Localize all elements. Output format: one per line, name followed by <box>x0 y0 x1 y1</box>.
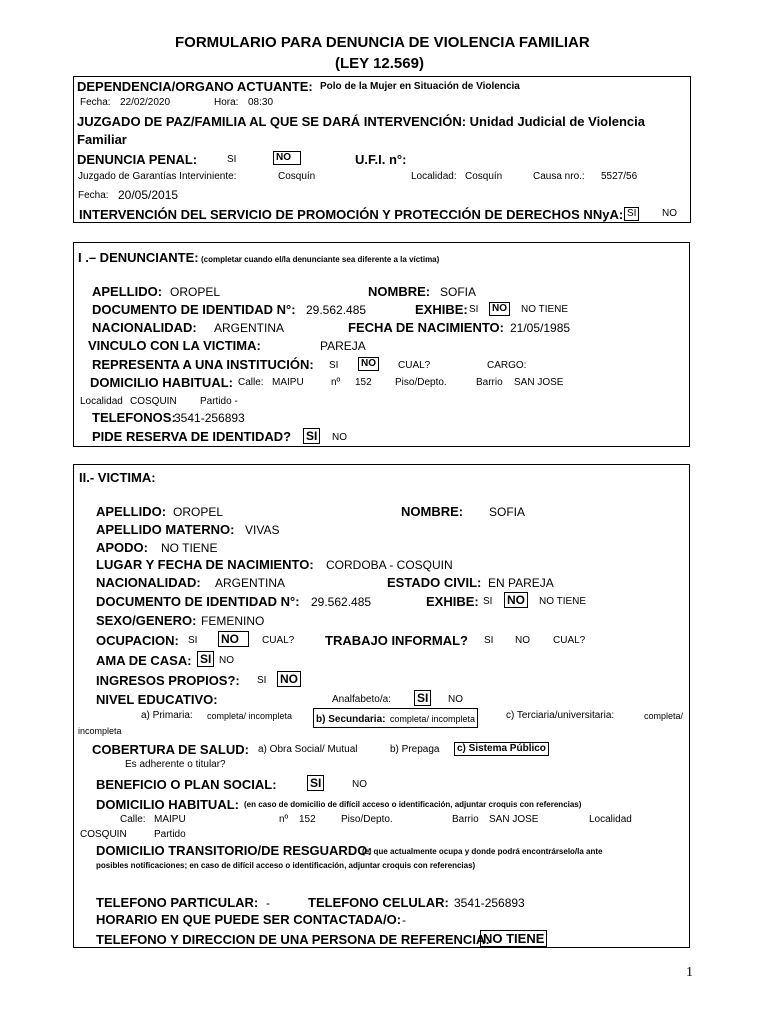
vic-lugar-fecha-label: LUGAR Y FECHA DE NACIMIENTO: <box>96 557 314 572</box>
dependencia-label: DEPENDENCIA/ORGANO ACTUANTE: <box>77 79 313 94</box>
form-title: FORMULARIO PARA DENUNCIA DE VIOLENCIA FAMILIAR <box>175 34 590 51</box>
vic-localidad: COSQUIN <box>80 829 127 840</box>
intervencion-no: NO <box>662 208 677 219</box>
vic-apellido-materno-label: APELLIDO MATERNO: <box>96 522 235 537</box>
fecha2-label: Fecha: <box>78 190 109 201</box>
den-exhibe-si: SI <box>469 304 479 315</box>
vic-trabajo-cual: CUAL? <box>553 635 586 646</box>
vic-adherente: Es adherente o titular? <box>125 759 226 770</box>
vic-tel-celular: 3541-256893 <box>454 896 525 910</box>
den-exhibe-no-tiene: NO TIENE <box>521 304 569 315</box>
hora-value: 08:30 <box>248 97 274 108</box>
vic-secundaria-opts: completa/ incompleta <box>389 714 475 724</box>
vic-ama-label: AMA DE CASA: <box>96 653 192 668</box>
vic-beneficio-label: BENEFICIO O PLAN SOCIAL: <box>96 777 277 792</box>
denuncia-penal-label: DENUNCIA PENAL: <box>77 152 198 167</box>
vic-analfabeto-si-selected: SI <box>414 690 431 706</box>
intervencion-label: INTERVENCIÓN DEL SERVICIO DE PROMOCIÓN Y PROTECCIÓN DE DERECHOS NNyA: <box>79 207 624 222</box>
vic-sistema-publico-selected: c) Sistema Público <box>454 742 549 756</box>
vic-sexo-label: SEXO/GENERO: <box>96 613 197 628</box>
vic-referencia-selected: NO TIENE <box>480 930 547 947</box>
garantias-label: Juzgado de Garantías Interviniente: <box>78 171 237 182</box>
vic-exhibe-no-tiene: NO TIENE <box>539 596 587 607</box>
vic-ocupacion-no-selected: NO <box>218 631 249 647</box>
vic-transitorio-note1: (el que actualmente ocupa y donde podrá encontrárselo/la ante <box>362 847 603 856</box>
den-apellido-label: APELLIDO: <box>92 284 163 299</box>
den-reserva-no: NO <box>332 432 347 443</box>
vic-beneficio-no: NO <box>352 779 367 790</box>
law-subtitle: (LEY 12.569) <box>335 55 424 72</box>
vic-nivel-label: NIVEL EDUCATIVO: <box>96 692 218 707</box>
vic-tel-particular: - <box>266 896 270 910</box>
vic-documento-label: DOCUMENTO DE IDENTIDAD N°: <box>96 594 300 609</box>
den-vinculo: PAREJA <box>320 339 366 353</box>
den-fecha-nac: 21/05/1985 <box>510 321 571 335</box>
vic-nombre-label: NOMBRE: <box>401 504 464 519</box>
den-nombre: SOFIA <box>440 285 477 299</box>
vic-ama-no: NO <box>219 655 234 666</box>
juzgado-line2: Familiar <box>77 132 127 147</box>
vic-horario-label: HORARIO EN QUE PUEDE SER CONTACTADA/O: <box>96 912 402 927</box>
den-telefonos: 3541-256893 <box>174 411 245 425</box>
den-exhibe-label: EXHIBE: <box>415 302 468 317</box>
vic-terciaria-opts2: incompleta <box>78 726 122 736</box>
den-barrio-label: Barrio <box>476 377 503 388</box>
vic-ingresos-label: INGRESOS PROPIOS?: <box>96 673 240 688</box>
vic-nacionalidad: ARGENTINA <box>215 576 286 590</box>
vic-analfabeto-label: Analfabeto/a: <box>332 694 391 705</box>
vic-nacionalidad-label: NACIONALIDAD: <box>96 575 201 590</box>
juzgado-line1: JUZGADO DE PAZ/FAMILIA AL QUE SE DARÁ INTERVENCIÓN: Unidad Judicial de Violencia <box>77 114 645 129</box>
vic-obra-social: a) Obra Social/ Mutual <box>258 744 358 755</box>
den-nombre-label: NOMBRE: <box>368 284 431 299</box>
denuncia-no-selected: NO <box>273 151 301 165</box>
vic-piso-label: Piso/Depto. <box>341 814 393 825</box>
localidad-value: Cosquín <box>465 171 503 182</box>
causa-value: 5527/56 <box>601 171 638 182</box>
den-reserva-label: PIDE RESERVA DE IDENTIDAD? <box>92 429 292 444</box>
den-documento: 29.562.485 <box>306 303 367 317</box>
vic-localidad-label: Localidad <box>589 814 632 825</box>
vic-barrio-label: Barrio <box>452 814 479 825</box>
denunciante-heading: I .– DENUNCIANTE: <box>78 250 199 265</box>
vic-calle-label: Calle: <box>120 814 146 825</box>
den-calle: MAIPU <box>272 377 304 388</box>
denuncia-si: SI <box>227 154 237 165</box>
vic-barrio: SAN JOSE <box>489 814 539 825</box>
vic-calle: MAIPU <box>154 814 186 825</box>
vic-transitorio-label: DOMICILIO TRANSITORIO/DE RESGUARDO: <box>96 843 372 858</box>
den-domicilio-label: DOMICILIO HABITUAL: <box>90 375 233 390</box>
den-fecha-nac-label: FECHA DE NACIMIENTO: <box>348 320 504 335</box>
den-representa-label: REPRESENTA A UNA INSTITUCIÓN: <box>92 357 314 372</box>
page-number: 1 <box>686 965 693 980</box>
vic-apellido: OROPEL <box>173 505 224 519</box>
vic-horario: - <box>402 913 406 927</box>
vic-domicilio-note: (en caso de domicilio de difícil acceso o identificación, adjuntar croquis con referencias) <box>244 800 582 809</box>
den-barrio: SAN JOSE <box>514 377 564 388</box>
vic-terciaria-opts1: completa/ <box>644 711 684 721</box>
vic-nro-label: nº <box>279 814 289 825</box>
vic-documento: 29.562.485 <box>311 595 372 609</box>
vic-exhibe-label: EXHIBE: <box>426 594 479 609</box>
vic-nro: 152 <box>299 814 316 825</box>
vic-apodo: NO TIENE <box>161 541 218 555</box>
den-representa-si: SI <box>329 360 339 371</box>
den-nacionalidad: ARGENTINA <box>214 321 285 335</box>
vic-apellido-label: APELLIDO: <box>96 504 167 519</box>
vic-transitorio-note2: posibles notificaciones; en caso de difícil acceso o identificación, adjuntar croquis con referencias) <box>96 861 476 870</box>
vic-ama-si-selected: SI <box>197 651 214 667</box>
vic-nombre: SOFIA <box>489 505 526 519</box>
den-localidad-label: Localidad <box>80 396 123 407</box>
vic-cobertura-label: COBERTURA DE SALUD: <box>92 742 249 757</box>
vic-secundaria-label: b) Secundaria: <box>316 714 386 725</box>
vic-primaria-opts: completa/ incompleta <box>207 711 293 721</box>
den-vinculo-label: VINCULO CON LA VICTIMA: <box>88 338 261 353</box>
hora-label: Hora: <box>214 97 239 108</box>
denunciante-heading-note: (completar cuando el/la denunciante sea diferente a la víctima) <box>201 255 440 264</box>
vic-exhibe-si: SI <box>483 596 493 607</box>
vic-terciaria-label: c) Terciaria/universitaria: <box>506 710 615 721</box>
den-localidad: COSQUIN <box>130 396 177 407</box>
vic-apellido-materno: VIVAS <box>245 523 280 537</box>
fecha2-value: 20/05/2015 <box>118 188 179 202</box>
vic-ocupacion-label: OCUPACION: <box>96 633 179 648</box>
vic-primaria-label: a) Primaria: <box>141 710 193 721</box>
vic-estado-civil-label: ESTADO CIVIL: <box>387 575 482 590</box>
vic-secundaria-selected <box>313 708 478 728</box>
vic-ingresos-no-selected: NO <box>277 671 301 687</box>
den-nro-label: nº <box>331 377 341 388</box>
vic-prepaga: b) Prepaga <box>390 744 440 755</box>
den-reserva-si-selected: SI <box>303 428 320 444</box>
vic-referencia-label: TELEFONO Y DIRECCION DE UNA PERSONA DE REFERENCIA: <box>96 932 490 947</box>
garantias-value: Cosquín <box>278 171 316 182</box>
vic-beneficio-si-selected: SI <box>307 775 324 791</box>
den-documento-label: DOCUMENTO DE IDENTIDAD N°: <box>92 302 296 317</box>
vic-tel-celular-label: TELEFONO CELULAR: <box>308 895 449 910</box>
vic-analfabeto-no: NO <box>448 694 463 705</box>
den-nacionalidad-label: NACIONALIDAD: <box>92 320 197 335</box>
vic-ingresos-si: SI <box>257 675 267 686</box>
fecha-value: 22/02/2020 <box>120 97 171 108</box>
den-exhibe-no-selected: NO <box>489 302 510 316</box>
victima-heading: II.- VICTIMA: <box>79 470 156 485</box>
vic-apodo-label: APODO: <box>96 540 148 555</box>
den-cargo-label: CARGO: <box>487 360 527 371</box>
vic-ocupacion-si: SI <box>188 635 198 646</box>
vic-trabajo-no: NO <box>515 635 530 646</box>
vic-ocupacion-cual: CUAL? <box>262 635 295 646</box>
vic-exhibe-no-selected: NO <box>504 592 528 608</box>
vic-domicilio-label: DOMICILIO HABITUAL: <box>96 797 239 812</box>
vic-sexo: FEMENINO <box>201 614 265 628</box>
vic-tel-particular-label: TELEFONO PARTICULAR: <box>96 895 259 910</box>
vic-trabajo-si: SI <box>484 635 494 646</box>
den-calle-label: Calle: <box>238 377 264 388</box>
ufi-label: U.F.I. n°: <box>355 152 407 167</box>
vic-lugar-fecha: CORDOBA - COSQUIN <box>326 558 453 572</box>
den-representa-no-selected: NO <box>358 357 379 371</box>
causa-label: Causa nro.: <box>533 171 585 182</box>
intervencion-si-selected: SI <box>624 207 639 221</box>
fecha-label: Fecha: <box>80 97 111 108</box>
den-apellido: OROPEL <box>170 285 221 299</box>
localidad-label: Localidad: <box>411 171 457 182</box>
den-telefonos-label: TELEFONOS: <box>92 410 176 425</box>
vic-estado-civil: EN PAREJA <box>488 576 554 590</box>
den-piso-label: Piso/Depto. <box>395 377 447 388</box>
vic-partido-label: Partido <box>154 829 186 840</box>
vic-trabajo-label: TRABAJO INFORMAL? <box>325 633 468 648</box>
den-nro: 152 <box>355 377 372 388</box>
den-cual-label: CUAL? <box>398 360 431 371</box>
den-partido-label: Partido - <box>200 396 238 407</box>
dependencia-value: Polo de la Mujer en Situación de Violencia <box>320 81 520 92</box>
